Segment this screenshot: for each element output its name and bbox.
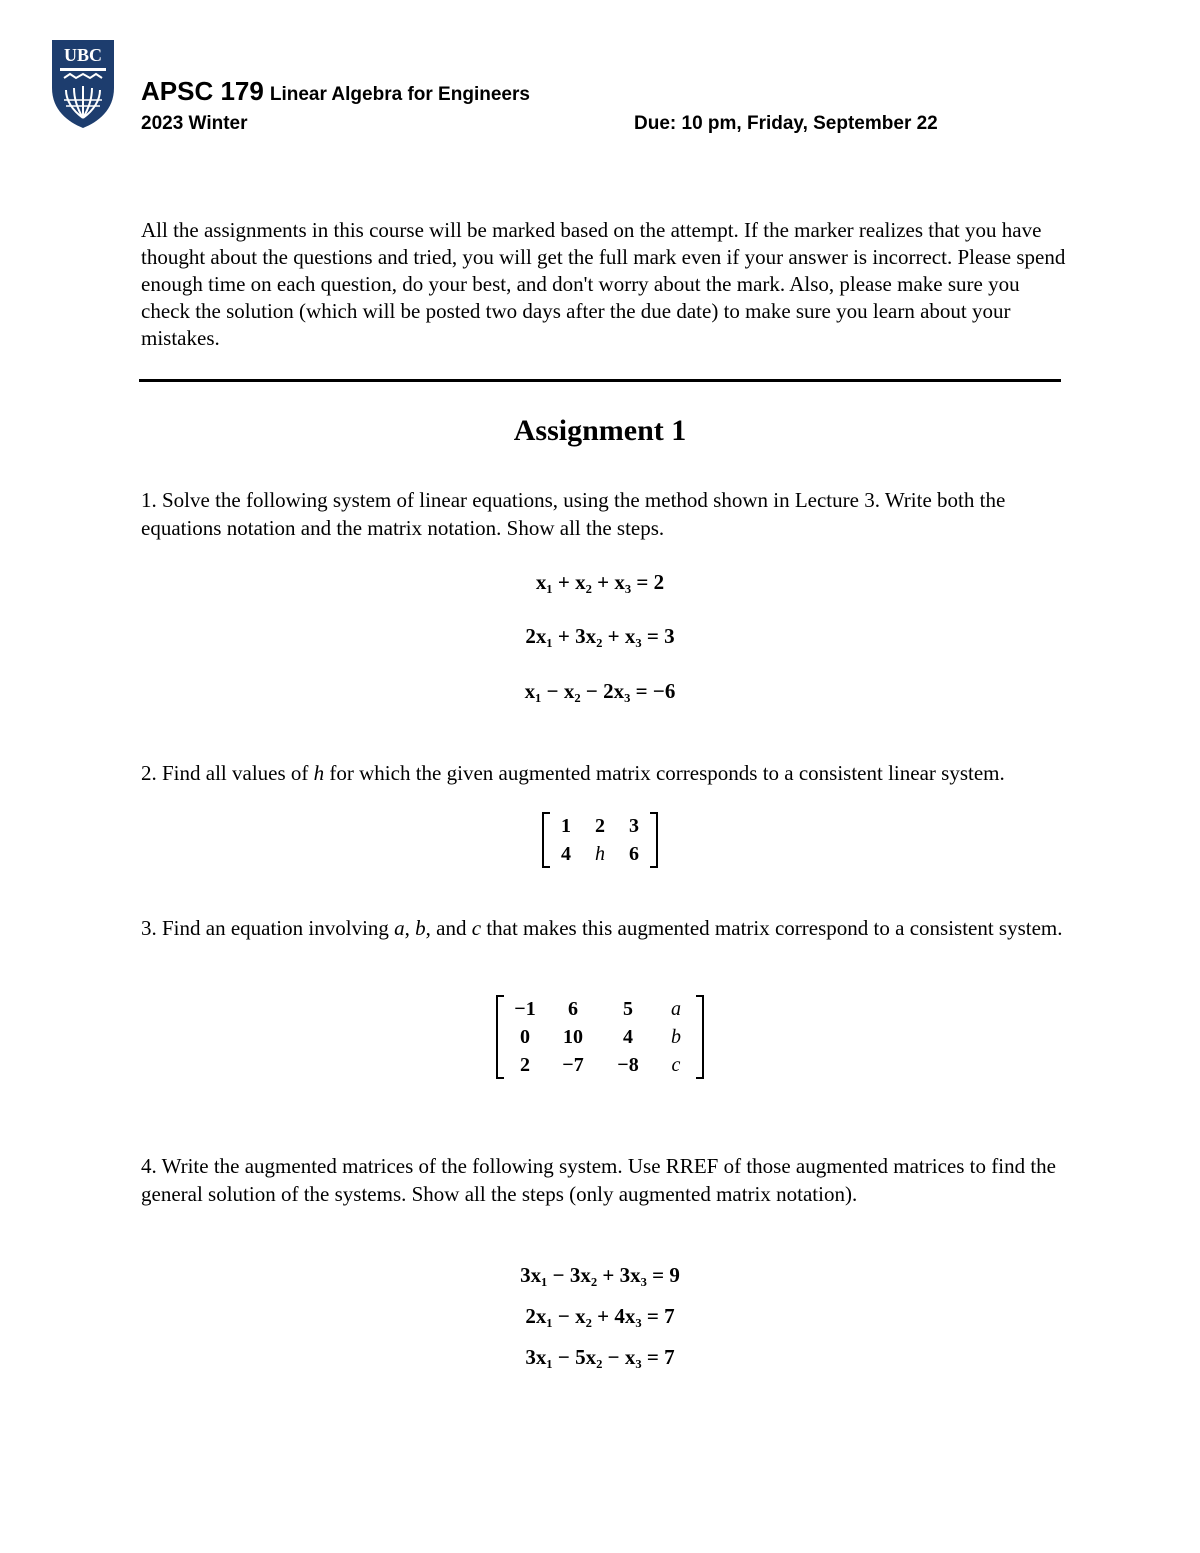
question-4-text: 4. Write the augmented matrices of the following system. Use RREF of those augmented matrices to find the general solution of the systems. Show all the steps (only augmented matrix notation). (141, 1154, 1056, 1206)
question-1-text: 1. Solve the following system of linear equations, using the method shown in Lecture 3. Write both the equations notation and the matrix notation. Show all the steps. (141, 488, 1006, 540)
q2-cell: h (595, 843, 605, 865)
q2-cell: 4 (561, 843, 571, 865)
q2-cell: 2 (595, 815, 605, 837)
assignment-title: Assignment 1 (513, 414, 687, 447)
question-2-text: 2. Find all values of h for which the given augmented matrix corresponds to a consistent linear system. (141, 761, 1005, 785)
divider (139, 379, 1061, 382)
q3-matrix-wrap (0, 995, 1200, 1084)
q1-equation-3: x₁ − x₂ − 2x₃ = −6 (524, 679, 676, 703)
q1-equation-1: x₁ + x₂ + x₃ = 2 (535, 570, 665, 594)
q2-matrix (542, 812, 658, 868)
q1-equation-2: 2x₁ + 3x₂ + x₃ = 3 (525, 624, 675, 648)
q3-cell: 6 (568, 998, 578, 1020)
q2-matrix-wrap (0, 812, 1200, 873)
q3-cell: 4 (623, 1026, 633, 1048)
q2-cell: 3 (629, 815, 639, 837)
course-name: Linear Algebra for Engineers (269, 84, 530, 105)
q3-cell: 0 (520, 1026, 530, 1048)
q4-equation-3: 3x₁ − 5x₂ − x₃ = 7 (525, 1345, 675, 1369)
q3-cell: a (671, 998, 681, 1020)
q3-cell: 10 (563, 1026, 583, 1048)
q3-cell: c (671, 1054, 681, 1076)
q3-cell: −7 (562, 1054, 584, 1076)
q4-equation-1: 3x₁ − 3x₂ + 3x₃ = 9 (520, 1263, 680, 1287)
svg-text:UBC: UBC (63, 45, 103, 65)
term: 2023 Winter (141, 113, 248, 134)
q3-cell: −1 (514, 998, 536, 1020)
q3-matrix (496, 995, 704, 1079)
question-3-text: 3. Find an equation involving a, b, and c that makes this augmented matrix correspond to a consistent system. (141, 916, 1063, 940)
q3-cell: −8 (617, 1054, 639, 1076)
q3-cell: b (671, 1026, 681, 1048)
ubc-logo (50, 38, 116, 130)
q2-cell: 1 (561, 815, 571, 837)
intro-paragraph: All the assignments in this course will be marked based on the attempt. If the marker realizes that you have thought about the questions and tried, you will get the full mark even if your answer is incorrect. Please spend enough time on each question, do your best, and don't worry about the mark. Also, please make sure you check the solution (which will be posted two days after the due date) to make sure you learn about your mistakes. (141, 218, 1066, 350)
q2-cell: 6 (629, 843, 639, 865)
due-date: Due: 10 pm, Friday, September 22 (634, 113, 938, 134)
course-code: APSC 179 (141, 76, 264, 106)
q4-equation-2: 2x₁ − x₂ + 4x₃ = 7 (525, 1304, 675, 1328)
q3-cell: 2 (520, 1054, 530, 1076)
course-header (141, 76, 530, 107)
q3-cell: 5 (623, 998, 633, 1020)
